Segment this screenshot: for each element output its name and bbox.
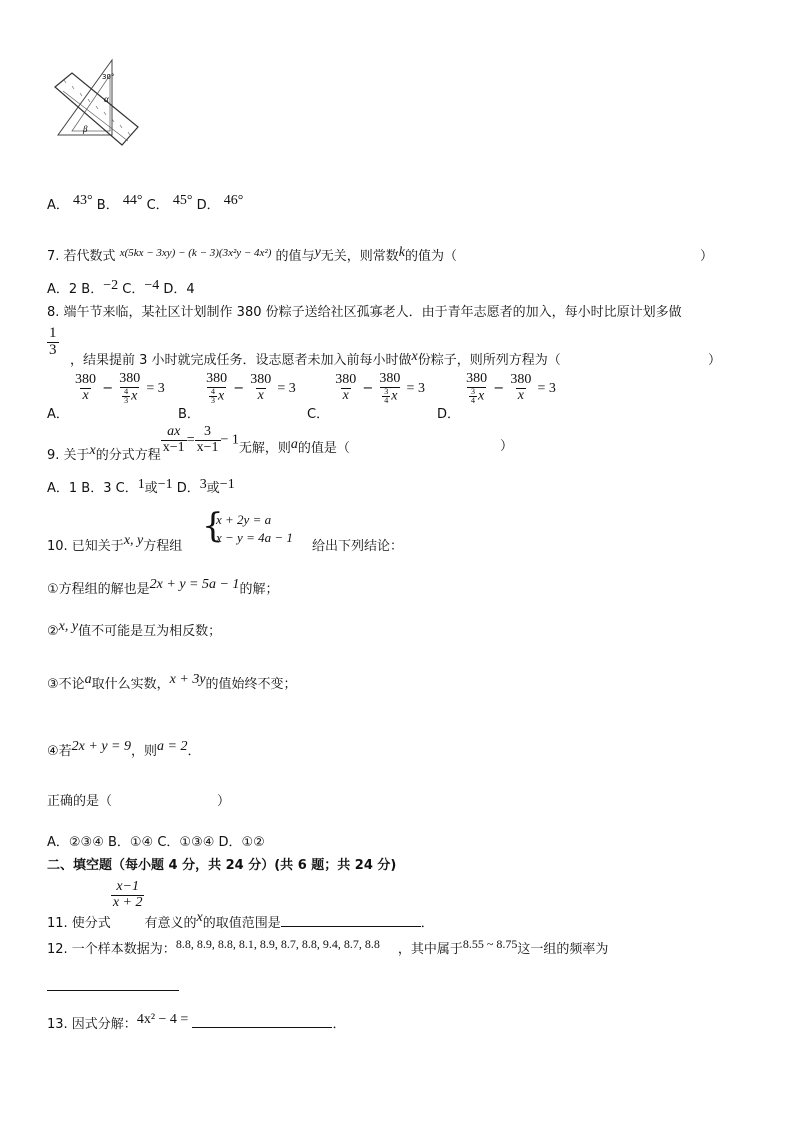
option-b-label: B． [96,198,119,213]
q7-var-y: y [314,245,321,260]
beta-label: β [83,124,88,134]
q8-text-1: ，结果提前 3 小时就完成任务．设志愿者未加入前每小时做 [70,353,412,368]
question-11: 11. 使分式 $\frac{x-1}{x + 2}$ 有意义的x的取值范围是 ． [47,879,434,931]
q9-var-x: x [89,442,96,458]
question-13: 13. 因式分解：4x² − 4 = ． [47,1012,346,1032]
q8-line-2 [70,349,561,368]
q9-prefix: 9. 关于 [47,447,90,463]
angle-30-label: 30° [102,73,115,81]
section-2-title: 二、填空题（每小题 4 分，共 24 分）(共 6 题；共 24 分) [47,858,397,873]
q9-answer-paren: ） [500,439,514,454]
q7-option-d: D．4 [163,282,195,297]
question-10: 10. 已知关于x, y方程组 [47,533,183,554]
q9-no-solution: 无解，则 [238,440,291,456]
q8-option-d-label: D． [437,406,461,422]
q10-system-brace: { [202,506,224,546]
q10-conclusion-1: ①方程组的解也是2x + y = 5a − 1的解； [47,577,279,597]
q8-var-x: x [411,349,418,364]
question-7 [47,245,458,264]
q8-option-a: A． $\frac{380}{x}$ − 380 $\frac{4}{3}$ x = 3 [47,371,165,422]
q10-correct-prompt: 正确的是（ [47,794,113,809]
q8-option-c: C． $\frac{380}{x}$ − 380 $\frac{3}{4}$ x = 3 [307,371,425,422]
q10-equation-2: x − y = 4a − 1 [216,530,293,545]
question-9: 9. 关于x的分式方程 $\frac{ax}{x-1}$ = $\frac{3}{x-1}$ − 1无解，则a的值是（ [47,424,350,463]
q7-option-c: −4 [144,278,160,293]
option-a-label: A． [47,198,69,213]
q10-conclusion-4: ④若2x + y = 9，则a = 2． [47,739,201,759]
option-d-value: 46° [223,193,244,208]
q10-conclusion-3: ③不论a取什么实数，x + 3y的值始终不变； [47,672,297,692]
q6-options [47,193,244,213]
q8-fraction [47,326,59,359]
q8-text-2: 份粽子，则所列方程为（ [417,353,561,368]
q8-answer-paren: ） [708,353,722,368]
q7-text-3: 的值为（ [405,249,458,264]
q7-options [47,278,195,297]
q7-options-ab: A．2 B． [47,282,104,297]
q7-answer-paren: ） [700,249,714,264]
q12-answer-blank[interactable] [47,978,179,991]
q8-frac-num: 1 [49,325,57,341]
q13-answer-blank[interactable] [192,1015,332,1028]
q7-var-k: k [398,245,406,260]
q9-mid: 的分式方程 [95,447,161,463]
option-a-value: 43° [73,193,93,208]
question-12: 12. 一个样本数据为：8.8, 8.9, 8.8, 8.1, 8.9, 8.7, 8.8, 9.4, 8.7, 8.8 ，其中属于8.55 ~ 8.75这一组的频率为 [47,937,609,957]
ruler-triangle-diagram [50,55,145,150]
q10-end: 给出下列结论： [312,539,404,554]
q8-frac-den: 3 [49,341,57,358]
q7-option-b: −2 [103,278,119,293]
q7-number: 7. 若代数式 [47,249,116,264]
q8-option-c-label: C． [307,406,330,422]
q7-text-1: 的值与 [275,249,315,264]
q10-options: A．②③④ B．①④ C．①③④ D．①② [47,835,265,850]
q7-expression: x(5kx − 3xy) − (k − 3)(3x²y − 4x²) [119,247,272,259]
option-b-value: 44° [122,193,143,208]
option-d-label: D． [196,198,220,213]
q8-option-b-label: B． [178,406,200,422]
q8-line-1: 8. 端午节来临，某社区计划制作 380 份粽子送给社区孤寡老人．由于青年志愿者的加入，每小时比原计划多做 [47,305,682,320]
q10-conclusion-2: ②x, y值不可能是互为相反数； [47,619,222,639]
geometry-figure [50,55,145,150]
q9-options: A．1 B．3 C．1或−1 D．3或−1 [47,477,235,496]
q7-text-2: 无关，则常数 [320,249,399,264]
option-c-label: C． [146,198,169,213]
q8-option-d: D． 380 $\frac{3}{4}$ x − $\frac{380}{x}$ = 3 [437,371,556,422]
q10-answer-paren: ） [217,794,231,809]
alpha-label: α [104,94,109,104]
q10-equation-1: x + 2y = a [216,512,272,527]
q7-option-c-label: C． [122,282,145,297]
q8-option-b: B． 380 $\frac{4}{3}$ x − $\frac{380}{x}$ = 3 [178,371,296,422]
q11-answer-blank[interactable] [281,914,421,927]
q8-option-a-label: A． [47,406,69,422]
option-c-value: 45° [172,193,193,208]
